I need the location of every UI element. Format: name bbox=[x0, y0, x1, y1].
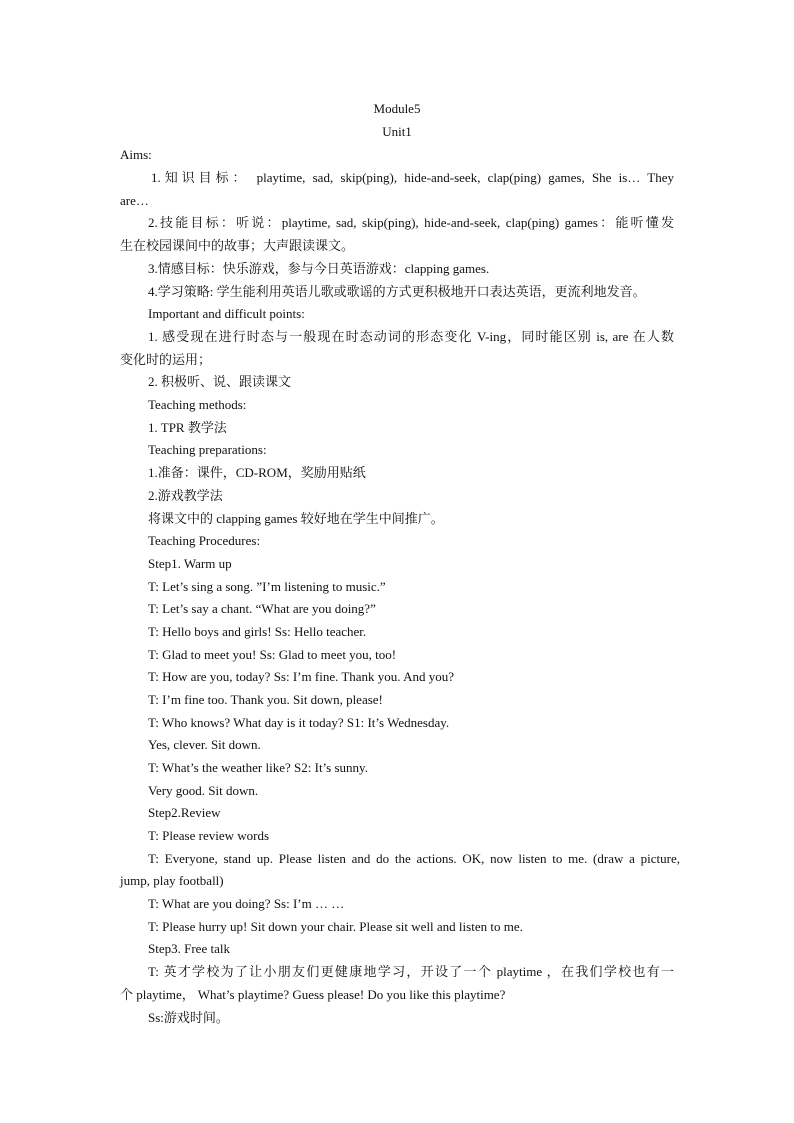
text-line: T: Everyone, stand up. Please listen and do the actions. OK, now listen to me. (draw a picture, bbox=[148, 851, 680, 866]
text-line: Teaching Procedures: bbox=[148, 533, 261, 548]
text-line: are… bbox=[120, 193, 149, 208]
text-line: Step2.Review bbox=[148, 805, 221, 820]
text-line: T: I’m fine too. Thank you. Sit down, please! bbox=[148, 692, 383, 707]
text-line: Very good. Sit down. bbox=[148, 783, 259, 798]
text-line: 1.知识目标： playtime, sad, skip(ping), hide-and-seek, clap(ping) games, She is… They bbox=[151, 170, 674, 185]
text-line: T: What are you doing? Ss: I’m … … bbox=[148, 896, 345, 911]
text-line: 变化时的运用； bbox=[120, 352, 212, 367]
text-line: T: What’s the weather like? S2: It’s sunny. bbox=[148, 760, 368, 775]
page-subtitle: Unit1 bbox=[382, 124, 412, 139]
text-line: 将课文中的 clapping games 较好地在学生中间推广。 bbox=[148, 511, 444, 526]
text-line: Teaching preparations: bbox=[148, 442, 267, 457]
text-line: T: Let’s say a chant. “What are you doing?” bbox=[148, 601, 376, 616]
text-line: Ss:游戏时间。 bbox=[148, 1010, 229, 1025]
text-line: T: Let’s sing a song. ”I’m listening to music.” bbox=[148, 579, 386, 594]
text-line: 2.技能目标：听说：playtime, sad, skip(ping), hide-and-seek, clap(ping) games：能听懂发 bbox=[148, 215, 674, 230]
text-line: Yes, clever. Sit down. bbox=[148, 737, 261, 752]
text-line: Teaching methods: bbox=[148, 397, 247, 412]
text-line: Step3. Free talk bbox=[148, 941, 230, 956]
text-line: 个 playtime， What’s playtime? Guess please! Do you like this playtime? bbox=[120, 987, 506, 1002]
text-line: T: Please review words bbox=[148, 828, 270, 843]
text-line: T: How are you, today? Ss: I’m fine. Thank you. And you? bbox=[148, 669, 455, 684]
text-line: 1.准备：课件，CD-ROM，奖励用贴纸 bbox=[148, 465, 366, 480]
page-title: Module5 bbox=[373, 101, 421, 116]
text-line: Step1. Warm up bbox=[148, 556, 232, 571]
text-line: 2.游戏教学法 bbox=[148, 488, 223, 503]
text-line: Aims: bbox=[120, 147, 152, 162]
text-line: T: Please hurry up! Sit down your chair. Please sit well and listen to me. bbox=[148, 919, 523, 934]
text-line: 1. 感受现在进行时态与一般现在时态动词的形态变化 V-ing，同时能区别 is, are 在人数 bbox=[148, 329, 674, 344]
text-line: 1. TPR 教学法 bbox=[148, 420, 227, 435]
text-line: 4.学习策略: 学生能利用英语儿歌或歌谣的方式更积极地开口表达英语，更流利地发音。 bbox=[148, 284, 646, 299]
text-line: T: Who knows? What day is it today? S1: It’s Wednesday. bbox=[148, 715, 450, 730]
text-line: T: Glad to meet you! Ss: Glad to meet you, too! bbox=[148, 647, 397, 662]
text-line: T: 英才学校为了让小朋友们更健康地学习，开设了一个 playtime ，在我们学校也有一 bbox=[148, 964, 674, 979]
text-line: 生在校园课间中的故事；大声跟读课文。 bbox=[120, 238, 355, 253]
text-line: Important and difficult points: bbox=[148, 306, 305, 321]
text-line: 3.情感目标：快乐游戏，参与今日英语游戏：clapping games. bbox=[148, 261, 490, 276]
text-line: T: Hello boys and girls! Ss: Hello teacher. bbox=[148, 624, 367, 639]
text-line: jump, play football) bbox=[120, 873, 224, 888]
text-line: 2. 积极听、说、跟读课文 bbox=[148, 374, 292, 389]
